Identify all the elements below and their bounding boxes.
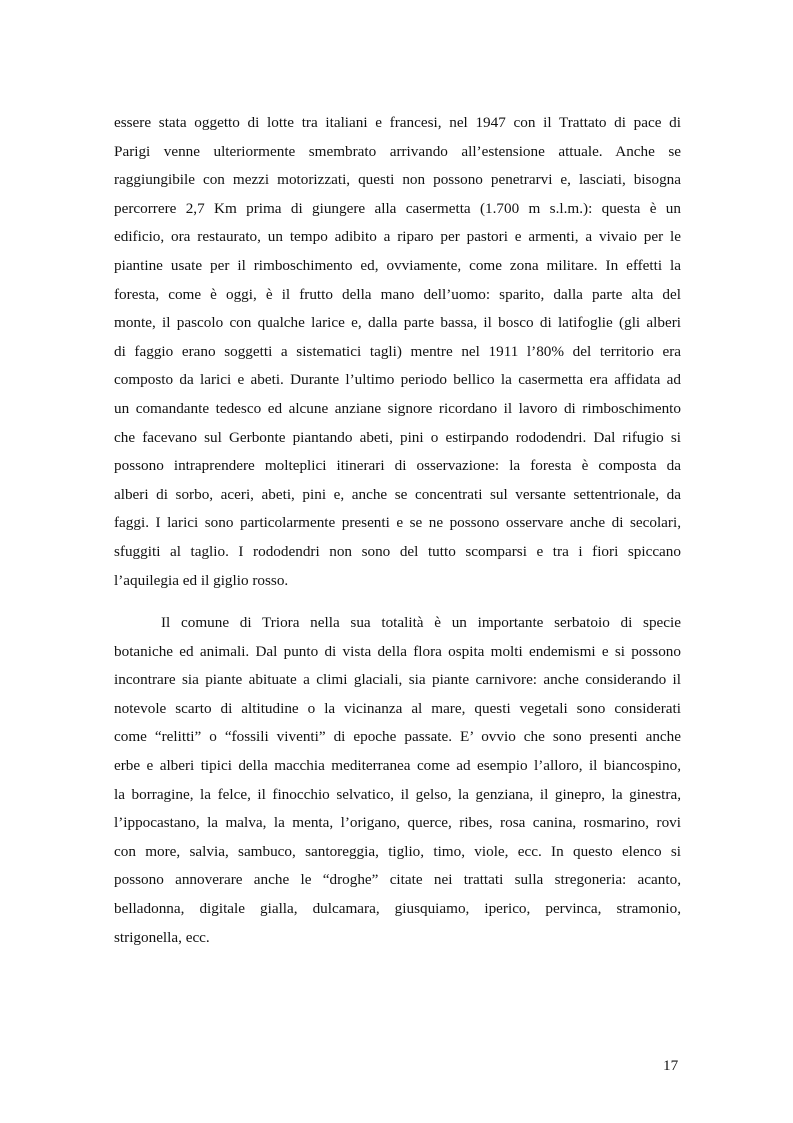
text-line: di faggio erano soggetti a sistematici tagli) mentre nel 1911 l’80% del territorio era [114,342,681,360]
text-line: Il comune di Triora nella sua totalità è un importante serbatoio di specie [161,614,681,632]
text-line: essere stata oggetto di lotte tra italiani e francesi, nel 1947 con il Trattato di pace di [114,114,681,131]
text-line: con more, salvia, sambuco, santoreggia, tiglio, timo, viole, ecc. In questo elenco si [114,842,681,860]
text-line: l’ippocastano, la malva, la menta, l’origano, querce, ribes, rosa canina, rosmarino, rovi [114,814,681,832]
text-line: percorrere 2,7 Km prima di giungere alla casermetta (1.700 m s.l.m.): questa è un [114,199,681,217]
text-line: l’aquilegia ed il giglio rosso. [114,571,289,589]
page-number: 17 [663,1057,679,1074]
text-line: raggiungibile con mezzi motorizzati, questi non possono penetrarvi e, lasciati, bisogna [114,171,681,189]
text-line: botaniche ed animali. Dal punto di vista della flora ospita molti endemismi e si possono [114,642,681,660]
text-line: alberi di sorbo, aceri, abeti, pini e, anche se concentrati sul versante settentrionale, da [114,485,681,503]
text-line: incontrare sia piante abituate a climi glaciali, sia piante carnivore: anche considerando il [114,671,681,689]
text-line: Parigi venne ulteriormente smembrato arrivando all’estensione attuale. Anche se [114,142,681,160]
text-line: faggi. I larici sono particolarmente presenti e se ne possono osservare anche di secolari, [114,514,681,532]
paragraph-2 [114,609,681,952]
text-line: strigonella, ecc. [114,928,210,946]
text-line: come “relitti” o “fossili viventi” di epoche passate. E’ ovvio che sono presenti anche [114,728,681,746]
text-line: monte, il pascolo con qualche larice e, dalla parte bassa, il bosco di latifoglie (gli alberi [114,314,681,332]
text-line: possono intraprendere molteplici itinerari di osservazione: la foresta è composta da [114,457,681,475]
text-line: piantine usate per il rimboschimento ed, ovviamente, come zona militare. In effetti la [114,256,681,274]
text-line: notevole scarto di altitudine o la vicinanza al mare, questi vegetali sono considerati [114,699,681,717]
text-line: composto da larici e abeti. Durante l’ultimo periodo bellico la casermetta era affidata ad [114,371,681,389]
text-line: un comandante tedesco ed alcune anziane signore ricordano il lavoro di rimboschimento [114,399,681,417]
paragraph-1 [114,109,681,595]
text-line: belladonna, digitale gialla, dulcamara, giusquiamo, iperico, pervinca, stramonio, [114,900,681,918]
text-line: edificio, ora restaurato, un tempo adibito a riparo per pastori e armenti, a vivaio per le [114,228,681,246]
text-line: foresta, come è oggi, è il frutto della mano dell’uomo: sparito, dalla parte alta del [114,285,681,303]
text-line: sfuggiti al taglio. I rododendri non sono del tutto scomparsi e tra i fiori spiccano [114,542,681,560]
text-line: la borragine, la felce, il finocchio selvatico, il gelso, la genziana, il ginepro, la ginestra, [114,785,681,803]
document-body [114,109,681,952]
paragraph-gap [114,595,681,609]
text-line: possono annoverare anche le “droghe” citate nei trattati sulla stregoneria: acanto, [114,871,681,889]
text-line: che facevano sul Gerbonte piantando abeti, pini o estirpando rododendri. Dal rifugio si [114,428,681,446]
text-line: erbe e alberi tipici della macchia mediterranea come ad esempio l’alloro, il biancospino, [114,757,681,775]
